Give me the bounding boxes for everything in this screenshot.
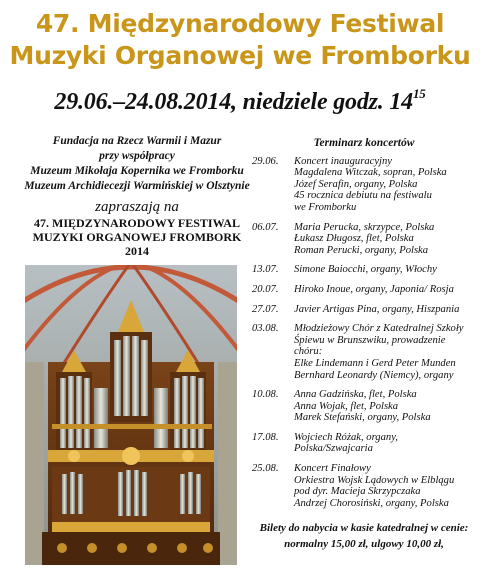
concert-line: Łukasz Długosz, flet, Polska [294, 233, 414, 245]
concert-line: Anna Gadzińska, flet, Polska [294, 389, 417, 401]
organ-photo [22, 262, 240, 568]
concert-line: Elke Lindemann i Gerd Peter Munden [294, 357, 456, 369]
concert-date: 13.07. [252, 264, 279, 276]
concert-line: Śpiewu w Brunszwiku, prowadzenie chóru: [294, 334, 446, 358]
concert-line: Wojciech Różak, organy, Polska/Szwajcaria [294, 431, 398, 455]
concert-date: 06.07. [252, 221, 279, 233]
schedule-entry [252, 156, 476, 214]
concert-line: Anna Wojak, flet, Polska [294, 400, 399, 412]
schedule-entries [252, 156, 476, 510]
concert-date: 03.08. [252, 323, 279, 335]
dates-minutes: 15 [412, 86, 426, 101]
organizer-name: Fundacja na Rzecz Warmii i Mazur [52, 135, 222, 147]
concert-date: 25.08. [252, 463, 279, 475]
concert-line: Hiroko Inoue, organy, Japonia/ Rosja [294, 283, 454, 295]
ticket-line2: normalny 15,00 zł, ulgowy 10,00 zł, [284, 538, 444, 550]
ticket-info [252, 520, 476, 552]
concert-date: 27.07. [252, 303, 279, 315]
concert-line: Marek Stefański, organy, Polska [294, 412, 431, 424]
schedule-title: Terminarz koncertów [313, 137, 415, 149]
concert-details [294, 323, 476, 381]
concert-line: Simone Baiocchi, organy, Włochy [294, 264, 437, 276]
museum-archdiocese: Muzeum Archidiecezji Warmińskiej w Olsztynie [24, 180, 250, 192]
concert-details [294, 222, 476, 257]
festival-name-line2: MUZYKI ORGANOWEJ FROMBORK [32, 230, 242, 244]
museum-kopernik: Muzeum Mikołaja Kopernika we Fromborku [30, 165, 244, 177]
festival-title-line1: 47. Międzynarodowy Festiwal [35, 9, 445, 38]
schedule-entry [252, 323, 476, 381]
concert-line: Maria Perucka, skrzypce, Polska [294, 221, 435, 233]
concert-line: Orkiestra Wojsk Lądowych w Elblągu [294, 474, 455, 486]
concert-line: Roman Perucki, organy, Polska [294, 244, 429, 256]
concert-details [294, 304, 476, 316]
dates-text: 29.06.–24.08.2014, niedziele godz. 14 [54, 89, 413, 115]
concert-line: Bernhard Leonardy (Niemcy), organy [294, 369, 454, 381]
concert-schedule [252, 138, 476, 517]
organizers-block [8, 134, 266, 258]
invite-text: zapraszają na [95, 199, 179, 215]
schedule-entry [252, 222, 476, 257]
concert-details [294, 463, 476, 509]
schedule-entry [252, 264, 476, 276]
concert-line: Javier Artigas Pina, organy, Hiszpania [294, 303, 460, 315]
concert-date: 20.07. [252, 283, 279, 295]
concert-line: we Fromborku [294, 201, 357, 213]
concert-line: Koncert inauguracyjny [294, 155, 392, 167]
concert-line: Młodzieżowy Chór z Katedralnej Szkoły [294, 323, 464, 335]
concert-line: Koncert Finałowy [294, 463, 371, 475]
festival-name-line1: 47. MIĘDZYNARODOWY FESTIWAL [34, 216, 240, 230]
concert-details [294, 264, 476, 276]
schedule-entry [252, 432, 476, 455]
schedule-entry [252, 463, 476, 509]
festival-title-line2: Muzyki Organowej we Fromborku [9, 41, 471, 70]
schedule-entry [252, 389, 476, 424]
concert-date: 10.08. [252, 389, 279, 401]
festival-dates [0, 88, 480, 116]
concert-line: Magdalena Witczak, sopran, Polska [294, 167, 447, 179]
ticket-line1: Bilety do nabycia w kasie katedralnej w cenie: [259, 522, 469, 534]
festival-year: 2014 [125, 244, 149, 258]
concert-line: Józef Serafin, organy, Polska [294, 178, 418, 190]
concert-date: 17.08. [252, 431, 279, 443]
concert-details [294, 156, 476, 214]
concert-date: 29.06. [252, 155, 279, 167]
concert-details [294, 284, 476, 296]
concert-line: 45 rocznica debiutu na festiwalu [294, 190, 432, 202]
organ-illustration [22, 262, 240, 568]
concert-details [294, 389, 476, 424]
cooperation-label: przy współpracy [99, 150, 175, 162]
concert-details [294, 432, 476, 455]
schedule-entry [252, 304, 476, 316]
schedule-entry [252, 284, 476, 296]
concert-line: Andrzej Chorosiński, organy, Polska [294, 497, 449, 509]
concert-line: pod dyr. Macieja Skrzypczaka [294, 486, 421, 498]
